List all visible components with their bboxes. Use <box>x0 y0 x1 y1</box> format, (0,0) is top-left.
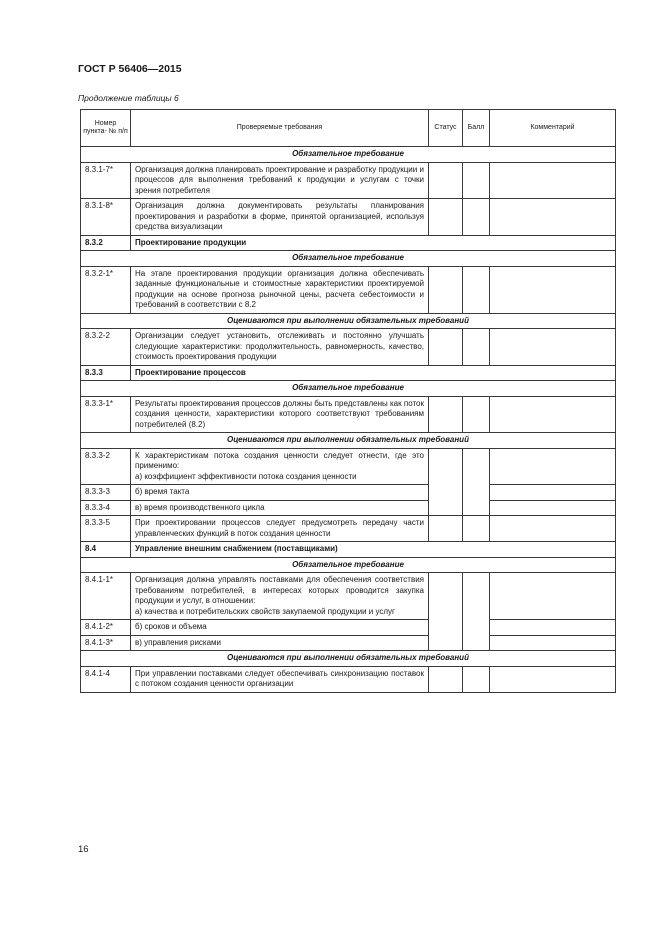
row-number: 8.3.3-5 <box>81 516 131 542</box>
table-row <box>81 500 616 516</box>
banner-mandatory: Обязательное требование <box>81 381 616 397</box>
banner-evaluated: Оцениваются при выполнении обязательных требований <box>81 313 616 329</box>
comment-cell[interactable] <box>490 199 616 236</box>
score-cell[interactable] <box>463 448 490 516</box>
table-row <box>81 396 616 433</box>
section-number: 8.3.3 <box>81 365 131 381</box>
column-header-score: Балл <box>463 110 490 147</box>
status-cell[interactable] <box>429 573 463 651</box>
row-number: 8.4.1-1* <box>81 573 131 620</box>
banner-row <box>81 557 616 573</box>
banner-evaluated: Оцениваются при выполнении обязательных требований <box>81 651 616 667</box>
status-cell[interactable] <box>429 516 463 542</box>
score-cell[interactable] <box>463 199 490 236</box>
comment-cell[interactable] <box>490 329 616 366</box>
row-requirement: Результаты проектирования процессов должны быть представлены как поток создания ценности, характеристики которого соответствуют требованиям потребителей (8.2) <box>131 396 429 433</box>
score-cell[interactable] <box>463 329 490 366</box>
row-requirement: в) время производственного цикла <box>131 500 429 516</box>
row-requirement: б) время такта <box>131 485 429 501</box>
section-row <box>81 235 616 251</box>
section-number: 8.3.2 <box>81 235 131 251</box>
score-cell[interactable] <box>463 573 490 651</box>
page-number: 16 <box>78 844 89 855</box>
column-header-status: Статус <box>429 110 463 147</box>
row-number: 8.3.3-3 <box>81 485 131 501</box>
status-cell[interactable] <box>429 396 463 433</box>
row-requirement: б) сроков и объема <box>131 620 429 636</box>
row-number: 8.4.1-4 <box>81 666 131 692</box>
banner-mandatory: Обязательное требование <box>81 147 616 163</box>
table-header-row <box>81 110 616 147</box>
banner-row <box>81 433 616 449</box>
table-row <box>81 266 616 313</box>
banner-mandatory: Обязательное требование <box>81 557 616 573</box>
row-number: 8.3.2-1* <box>81 266 131 313</box>
comment-cell[interactable] <box>490 666 616 692</box>
row-requirement: Организация должна документировать результаты планирования проектирования и разработки в форме, принятой организацией, используя средства визуализации <box>131 199 429 236</box>
table-row <box>81 329 616 366</box>
banner-row <box>81 147 616 163</box>
table-row <box>81 635 616 651</box>
banner-row <box>81 651 616 667</box>
table-row <box>81 485 616 501</box>
status-cell[interactable] <box>429 448 463 516</box>
status-cell[interactable] <box>429 666 463 692</box>
row-requirement <box>131 448 429 485</box>
comment-cell[interactable] <box>490 620 616 636</box>
row-number: 8.3.1-7* <box>81 162 131 199</box>
row-requirement: в) управления рисками <box>131 635 429 651</box>
score-cell[interactable] <box>463 162 490 199</box>
row-requirement: На этапе проектирования продукции организация должна обеспечивать заданные функциональные и стоимостные характеристики проектируемой продукции на основе прогноза рыночной цены, расчета себестоимости и требований в соответствии с 8.2 <box>131 266 429 313</box>
table-row <box>81 620 616 636</box>
score-cell[interactable] <box>463 666 490 692</box>
table-caption: Продолжение таблицы 6 <box>78 93 179 103</box>
row-requirement: Организация должна планировать проектирование и разработку продукции и процессов для выполнения требований к продукции и услугам с точки зрения потребителя <box>131 162 429 199</box>
row-requirement <box>131 573 429 620</box>
section-title: Проектирование продукции <box>131 235 616 251</box>
status-cell[interactable] <box>429 266 463 313</box>
requirement-intro: Организация должна управлять поставками для обеспечения соответствия требованиям потребителей, в интересах которых проводится закупка продукции и услуг, в отношении: <box>135 575 424 605</box>
requirement-intro: К характеристикам потока создания ценности следует отнести, где это применимо: <box>135 450 424 470</box>
column-header-requirement: Проверяемые требования <box>131 110 429 147</box>
banner-mandatory: Обязательное требование <box>81 251 616 267</box>
comment-cell[interactable] <box>490 573 616 620</box>
comment-cell[interactable] <box>490 516 616 542</box>
table-row <box>81 162 616 199</box>
section-row <box>81 365 616 381</box>
section-title: Проектирование процессов <box>131 365 616 381</box>
banner-row <box>81 381 616 397</box>
requirement-item: а) коэффициент эффективности потока создания ценности <box>135 471 357 481</box>
table-row <box>81 666 616 692</box>
comment-cell[interactable] <box>490 500 616 516</box>
requirements-table <box>80 109 616 693</box>
comment-cell[interactable] <box>490 162 616 199</box>
banner-evaluated: Оцениваются при выполнении обязательных требований <box>81 433 616 449</box>
table-row <box>81 199 616 236</box>
column-header-comment: Комментарий <box>490 110 616 147</box>
row-number: 8.3.1-8* <box>81 199 131 236</box>
document-header: ГОСТ Р 56406—2015 <box>78 63 182 75</box>
row-requirement: При проектировании процессов следует предусмотреть передачу части управленческих функций в поток создания ценности <box>131 516 429 542</box>
score-cell[interactable] <box>463 266 490 313</box>
table-row <box>81 516 616 542</box>
row-number: 8.3.2-2 <box>81 329 131 366</box>
comment-cell[interactable] <box>490 448 616 485</box>
column-header-number: Номер пункта- № п/п <box>81 110 131 147</box>
score-cell[interactable] <box>463 396 490 433</box>
row-number: 8.4.1-2* <box>81 620 131 636</box>
section-number: 8.4 <box>81 542 131 558</box>
status-cell[interactable] <box>429 199 463 236</box>
row-number: 8.3.3-2 <box>81 448 131 485</box>
table-row <box>81 448 616 485</box>
row-number: 8.4.1-3* <box>81 635 131 651</box>
row-requirement: Организации следует установить, отслеживать и постоянно улучшать следующие характеристики: продолжительность, равномерность, качество, стоимость проектирования продукции <box>131 329 429 366</box>
status-cell[interactable] <box>429 162 463 199</box>
row-number: 8.3.3-4 <box>81 500 131 516</box>
comment-cell[interactable] <box>490 396 616 433</box>
score-cell[interactable] <box>463 516 490 542</box>
comment-cell[interactable] <box>490 635 616 651</box>
section-row <box>81 542 616 558</box>
table-row <box>81 573 616 620</box>
status-cell[interactable] <box>429 329 463 366</box>
section-title: Управление внешним снабжением (поставщиками) <box>131 542 616 558</box>
row-requirement: При управлении поставками следует обеспечивать синхронизацию поставок с потоком создания ценности организации <box>131 666 429 692</box>
comment-cell[interactable] <box>490 266 616 313</box>
requirement-item: а) качества и потребительских свойств закупаемой продукции и услуг <box>135 606 395 616</box>
banner-row <box>81 251 616 267</box>
row-number: 8.3.3-1* <box>81 396 131 433</box>
comment-cell[interactable] <box>490 485 616 501</box>
banner-row <box>81 313 616 329</box>
